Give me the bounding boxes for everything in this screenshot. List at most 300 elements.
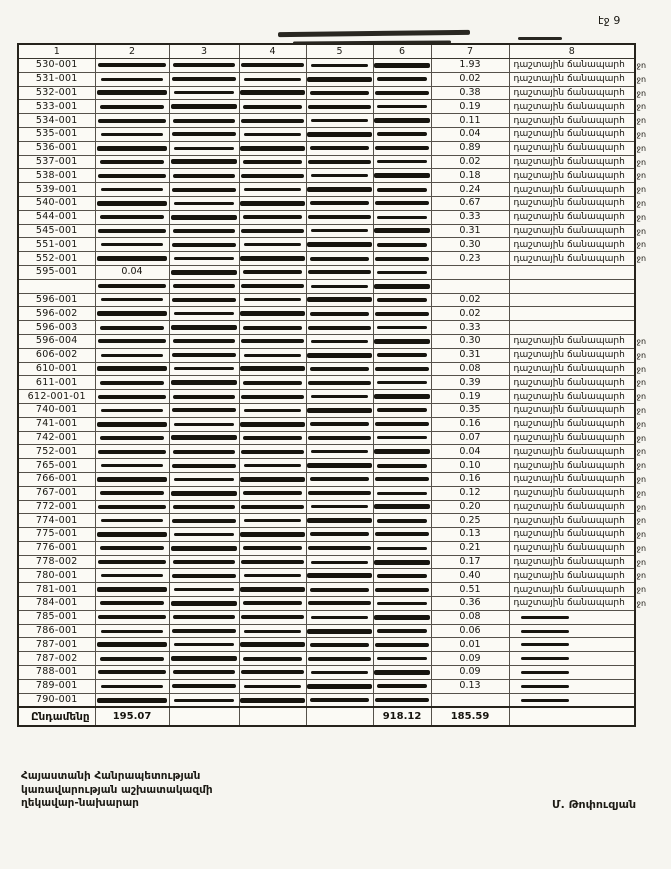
row-col3 — [169, 334, 239, 348]
scan-streak — [171, 325, 238, 330]
row-col5 — [306, 376, 373, 390]
row-col2 — [95, 666, 169, 680]
row-col5 — [306, 583, 373, 597]
row-col2 — [95, 196, 169, 210]
row-col3 — [169, 238, 239, 252]
table-row — [18, 417, 635, 431]
row-col2 — [95, 541, 169, 555]
row-col7: 0.09 — [431, 652, 509, 666]
row-col5 — [306, 459, 373, 473]
row-code: 788-001 — [18, 666, 95, 680]
column-header: 7 — [431, 44, 509, 59]
scan-streak — [377, 216, 426, 219]
row-col6 — [373, 141, 431, 155]
row-col4 — [239, 376, 306, 390]
total-col7-value: 185.59 — [431, 707, 509, 726]
scan-streak — [310, 367, 369, 371]
land-use-label: դաշտային ճանապարհ — [513, 377, 625, 388]
scan-streak — [241, 560, 303, 564]
row-col4 — [239, 652, 306, 666]
scan-streak — [173, 505, 234, 509]
row-col6 — [373, 500, 431, 514]
scan-streak — [243, 105, 302, 109]
total-col2-value: 195.07 — [95, 707, 169, 726]
row-col2 — [95, 348, 169, 362]
row-col3 — [169, 59, 239, 73]
row-col2 — [95, 472, 169, 486]
row-col3 — [169, 431, 239, 445]
scan-streak — [244, 519, 301, 522]
row-code: 539-001 — [18, 183, 95, 197]
scan-overflow-mark: ջո — [636, 461, 647, 471]
scan-streak — [171, 435, 238, 440]
scan-streak — [310, 201, 369, 205]
scan-streak — [171, 270, 238, 275]
scan-streak — [311, 395, 368, 398]
row-col6 — [373, 638, 431, 652]
row-col4 — [239, 155, 306, 169]
row-code: 596-001 — [18, 293, 95, 307]
scan-streak — [240, 201, 304, 206]
scan-streak — [308, 326, 370, 330]
row-col6 — [373, 583, 431, 597]
row-col6 — [373, 569, 431, 583]
row-code: 785-001 — [18, 610, 95, 624]
scan-overflow-mark: ջո — [636, 185, 647, 195]
land-use-label: դաշտային ճանապարհ — [513, 170, 625, 181]
footer-org-line: կառավարության աշխատակազմի — [21, 783, 213, 796]
row-col8 — [509, 638, 635, 652]
row-col5 — [306, 224, 373, 238]
row-col6 — [373, 72, 431, 86]
scan-streak — [243, 215, 302, 219]
scan-streak — [241, 615, 303, 619]
row-col5 — [306, 486, 373, 500]
scan-streak — [308, 270, 370, 274]
scan-streak — [97, 256, 168, 261]
row-col5 — [306, 569, 373, 583]
row-col8 — [509, 624, 635, 638]
scan-streak — [173, 670, 234, 674]
scan-streak — [101, 519, 164, 522]
scan-streak — [174, 423, 233, 426]
scan-streak — [98, 615, 167, 619]
scan-streak — [173, 395, 234, 399]
scan-streak — [174, 367, 233, 370]
row-col5 — [306, 334, 373, 348]
table-row — [18, 183, 635, 197]
row-col6 — [373, 693, 431, 707]
row-col6 — [373, 652, 431, 666]
row-col2 — [95, 403, 169, 417]
land-use-label: դաշտային ճանապարհ — [513, 350, 625, 361]
scan-streak — [375, 146, 429, 150]
row-code: 790-001 — [18, 693, 95, 707]
row-col4 — [239, 72, 306, 86]
row-col8 — [509, 348, 647, 362]
scan-streak — [240, 146, 304, 151]
row-col6 — [373, 679, 431, 693]
table-row — [18, 348, 635, 362]
row-col7: 0.31 — [431, 348, 509, 362]
row-code: 772-001 — [18, 500, 95, 514]
scan-streak — [240, 642, 304, 647]
row-col8 — [509, 86, 647, 100]
row-col3 — [169, 500, 239, 514]
row-col5 — [306, 169, 373, 183]
scan-overflow-mark: ջո — [636, 254, 647, 264]
row-col2 — [95, 321, 169, 335]
scan-overflow-mark: ջո — [636, 240, 647, 250]
scan-streak — [174, 91, 233, 94]
scan-streak — [310, 698, 369, 702]
row-col3 — [169, 610, 239, 624]
scan-streak — [244, 133, 301, 136]
row-col7: 0.07 — [431, 431, 509, 445]
row-col3 — [169, 514, 239, 528]
scan-streak — [374, 615, 429, 620]
row-col6 — [373, 431, 431, 445]
scan-overflow-mark: ջո — [636, 364, 647, 374]
table-row — [18, 86, 635, 100]
table-row — [18, 403, 635, 417]
scan-streak — [375, 201, 429, 205]
row-col2 — [95, 514, 169, 528]
scan-streak — [174, 533, 233, 536]
row-col3 — [169, 252, 239, 266]
total-empty-cell — [169, 707, 239, 726]
table-row — [18, 321, 635, 335]
scan-streak — [311, 671, 368, 674]
row-col4 — [239, 403, 306, 417]
total-empty-cell — [509, 707, 635, 726]
row-col7: 0.24 — [431, 183, 509, 197]
scan-streak — [98, 560, 167, 564]
scan-streak — [308, 160, 370, 164]
row-code: 766-001 — [18, 472, 95, 486]
row-col3 — [169, 638, 239, 652]
row-col6 — [373, 224, 431, 238]
row-col7: 0.06 — [431, 624, 509, 638]
row-col6 — [373, 307, 431, 321]
scan-streak — [243, 491, 302, 495]
scan-streak — [310, 477, 369, 481]
row-col4 — [239, 431, 306, 445]
row-col8 — [509, 279, 635, 293]
row-col8 — [509, 265, 635, 279]
row-col8 — [509, 321, 635, 335]
scan-streak — [308, 491, 370, 495]
scan-streak — [172, 464, 237, 468]
scan-streak — [171, 104, 238, 109]
row-col8 — [509, 293, 635, 307]
row-col2 — [95, 624, 169, 638]
row-col2 — [95, 293, 169, 307]
row-code: 784-001 — [18, 597, 95, 611]
scan-streak — [100, 160, 165, 164]
scan-streak — [308, 436, 370, 440]
scan-streak — [174, 478, 233, 481]
scan-streak — [307, 629, 371, 634]
scan-streak — [98, 174, 167, 178]
row-col6 — [373, 334, 431, 348]
scan-streak — [375, 367, 429, 371]
scan-streak — [241, 229, 303, 233]
land-use-label: դաշտային ճանապարհ — [513, 474, 625, 485]
row-col4 — [239, 500, 306, 514]
row-col6 — [373, 155, 431, 169]
table-row — [18, 265, 635, 279]
row-col6 — [373, 321, 431, 335]
scan-streak — [240, 256, 304, 261]
scan-streak — [310, 532, 369, 536]
scan-streak — [101, 409, 164, 412]
row-col4 — [239, 597, 306, 611]
land-use-label: դաշտային ճանապարհ — [513, 446, 625, 457]
row-col4 — [239, 541, 306, 555]
total-empty-cell — [306, 707, 373, 726]
table-row — [18, 362, 635, 376]
row-col8 — [509, 597, 647, 611]
row-col7: 0.04 — [431, 445, 509, 459]
scan-streak — [521, 699, 569, 702]
row-col3 — [169, 472, 239, 486]
land-use-label: դաշտային ճանապարհ — [513, 391, 625, 402]
scan-streak — [377, 326, 426, 329]
scan-streak — [241, 339, 303, 343]
row-col8 — [509, 59, 647, 73]
scan-streak — [101, 354, 164, 357]
row-col3 — [169, 541, 239, 555]
scan-streak — [98, 395, 167, 399]
row-col8 — [509, 445, 647, 459]
row-col8 — [509, 114, 647, 128]
row-col7: 0.02 — [431, 307, 509, 321]
row-col7: 0.13 — [431, 528, 509, 542]
land-use-label: դաշտային ճանապարհ — [513, 570, 625, 581]
scan-streak — [374, 173, 429, 178]
row-col5 — [306, 445, 373, 459]
row-col5 — [306, 610, 373, 624]
row-col7: 1.93 — [431, 59, 509, 73]
scan-streak — [374, 63, 429, 68]
scan-streak — [171, 215, 238, 220]
scan-streak — [521, 630, 569, 633]
row-col4 — [239, 610, 306, 624]
row-col7: 0.04 — [431, 127, 509, 141]
row-col6 — [373, 183, 431, 197]
row-col6 — [373, 666, 431, 680]
row-col7: 0.51 — [431, 583, 509, 597]
scan-streak — [377, 464, 428, 468]
row-code: 774-001 — [18, 514, 95, 528]
scan-streak — [240, 698, 304, 703]
row-col6 — [373, 486, 431, 500]
land-use-label: դաշտային ճանապարհ — [513, 212, 625, 223]
row-col6 — [373, 459, 431, 473]
row-col7: 0.33 — [431, 321, 509, 335]
row-col7 — [431, 279, 509, 293]
total-label: Ընդամենը — [18, 707, 95, 726]
row-col8 — [509, 541, 647, 555]
row-col8 — [509, 486, 647, 500]
row-code: 611-001 — [18, 376, 95, 390]
scan-overflow-mark: ջո — [636, 419, 647, 429]
scan-streak — [173, 119, 234, 123]
scan-overflow-mark: ջո — [636, 116, 647, 126]
total-col6-value: 918.12 — [373, 707, 431, 726]
row-col2 — [95, 307, 169, 321]
row-col8 — [509, 224, 647, 238]
row-col2 — [95, 86, 169, 100]
row-col3 — [169, 459, 239, 473]
row-col5 — [306, 348, 373, 362]
header-row — [18, 44, 635, 59]
row-col3 — [169, 293, 239, 307]
row-col2 — [95, 652, 169, 666]
row-code: 537-001 — [18, 155, 95, 169]
row-col7: 0.38 — [431, 86, 509, 100]
scan-overflow-mark: ջո — [636, 405, 647, 415]
row-col6 — [373, 624, 431, 638]
row-code: 545-001 — [18, 224, 95, 238]
scan-overflow-mark: ջո — [636, 198, 647, 208]
scan-streak — [97, 422, 168, 427]
land-use-label: դաշտային ճանապարհ — [513, 156, 625, 167]
row-col3 — [169, 100, 239, 114]
row-col4 — [239, 86, 306, 100]
row-col6 — [373, 238, 431, 252]
row-col8 — [509, 679, 635, 693]
scan-streak — [244, 78, 301, 81]
row-col3 — [169, 666, 239, 680]
scan-streak — [240, 587, 304, 592]
row-col5 — [306, 472, 373, 486]
row-col4 — [239, 445, 306, 459]
row-col3 — [169, 597, 239, 611]
scan-streak — [98, 63, 167, 67]
table-row — [18, 652, 635, 666]
scan-streak — [98, 339, 167, 343]
row-col4 — [239, 307, 306, 321]
row-col5 — [306, 528, 373, 542]
land-use-label: դաշտային ճանապարհ — [513, 225, 625, 236]
row-col4 — [239, 100, 306, 114]
row-col7 — [431, 265, 509, 279]
row-col5 — [306, 114, 373, 128]
row-col2 — [95, 183, 169, 197]
scan-streak — [100, 601, 165, 605]
row-col2 — [95, 224, 169, 238]
scan-streak — [240, 477, 304, 482]
row-code: 765-001 — [18, 459, 95, 473]
row-col4 — [239, 472, 306, 486]
row-code: 786-001 — [18, 624, 95, 638]
scan-streak — [100, 546, 165, 550]
row-col4 — [239, 59, 306, 73]
scan-streak — [173, 284, 234, 288]
scan-streak — [172, 629, 237, 633]
scan-overflow-mark: ջո — [636, 74, 647, 84]
row-col5 — [306, 196, 373, 210]
scan-streak — [377, 271, 426, 274]
table-row — [18, 514, 635, 528]
row-col7: 0.11 — [431, 114, 509, 128]
scan-streak — [97, 366, 168, 371]
scan-streak — [241, 63, 303, 67]
row-col6 — [373, 169, 431, 183]
row-col6 — [373, 59, 431, 73]
land-use-label: դաշտային ճանապարհ — [513, 129, 625, 140]
row-col3 — [169, 321, 239, 335]
row-col8 — [509, 403, 647, 417]
table-row — [18, 127, 635, 141]
row-col4 — [239, 679, 306, 693]
row-col3 — [169, 127, 239, 141]
scan-streak — [308, 601, 370, 605]
scan-streak — [374, 394, 429, 399]
row-col6 — [373, 114, 431, 128]
row-col7: 0.67 — [431, 196, 509, 210]
row-col4 — [239, 624, 306, 638]
scan-streak — [307, 684, 371, 689]
land-use-label: դաշտային ճանապարհ — [513, 336, 625, 347]
scan-streak — [172, 188, 237, 192]
land-use-label: դաշտային ճանապարհ — [513, 419, 625, 430]
row-col8 — [509, 362, 647, 376]
row-code: 538-001 — [18, 169, 95, 183]
table-row — [18, 307, 635, 321]
scan-streak — [375, 91, 429, 95]
row-code: 787-001 — [18, 638, 95, 652]
land-use-label: դաշտային ճանապարհ — [513, 460, 625, 471]
total-empty-cell — [239, 707, 306, 726]
table-row — [18, 459, 635, 473]
row-col2 — [95, 376, 169, 390]
row-col3 — [169, 486, 239, 500]
scan-overflow-mark: ջո — [636, 571, 647, 581]
scan-overflow-mark: ջո — [636, 88, 647, 98]
scan-streak — [172, 519, 237, 523]
land-use-label: դաշտային ճանապարհ — [513, 60, 625, 71]
row-col5 — [306, 652, 373, 666]
row-col3 — [169, 348, 239, 362]
row-col5 — [306, 666, 373, 680]
row-col3 — [169, 196, 239, 210]
table-row — [18, 72, 635, 86]
scan-streak — [172, 574, 237, 578]
scan-streak — [173, 615, 234, 619]
row-col8 — [509, 390, 647, 404]
row-col8 — [509, 141, 647, 155]
scan-streak — [101, 630, 164, 633]
row-col7: 0.19 — [431, 100, 509, 114]
row-col2 — [95, 555, 169, 569]
row-col8 — [509, 376, 647, 390]
scan-overflow-mark: ջո — [636, 212, 647, 222]
row-col7: 0.13 — [431, 679, 509, 693]
table-row — [18, 238, 635, 252]
table-row — [18, 583, 635, 597]
row-code: 530-001 — [18, 59, 95, 73]
row-col7: 0.08 — [431, 610, 509, 624]
scan-streak — [98, 450, 167, 454]
signature-name: Մ. Թոփուզյան — [552, 798, 637, 811]
row-col2 — [95, 155, 169, 169]
scan-noise — [278, 30, 470, 37]
row-col5 — [306, 514, 373, 528]
scan-streak — [240, 366, 304, 371]
